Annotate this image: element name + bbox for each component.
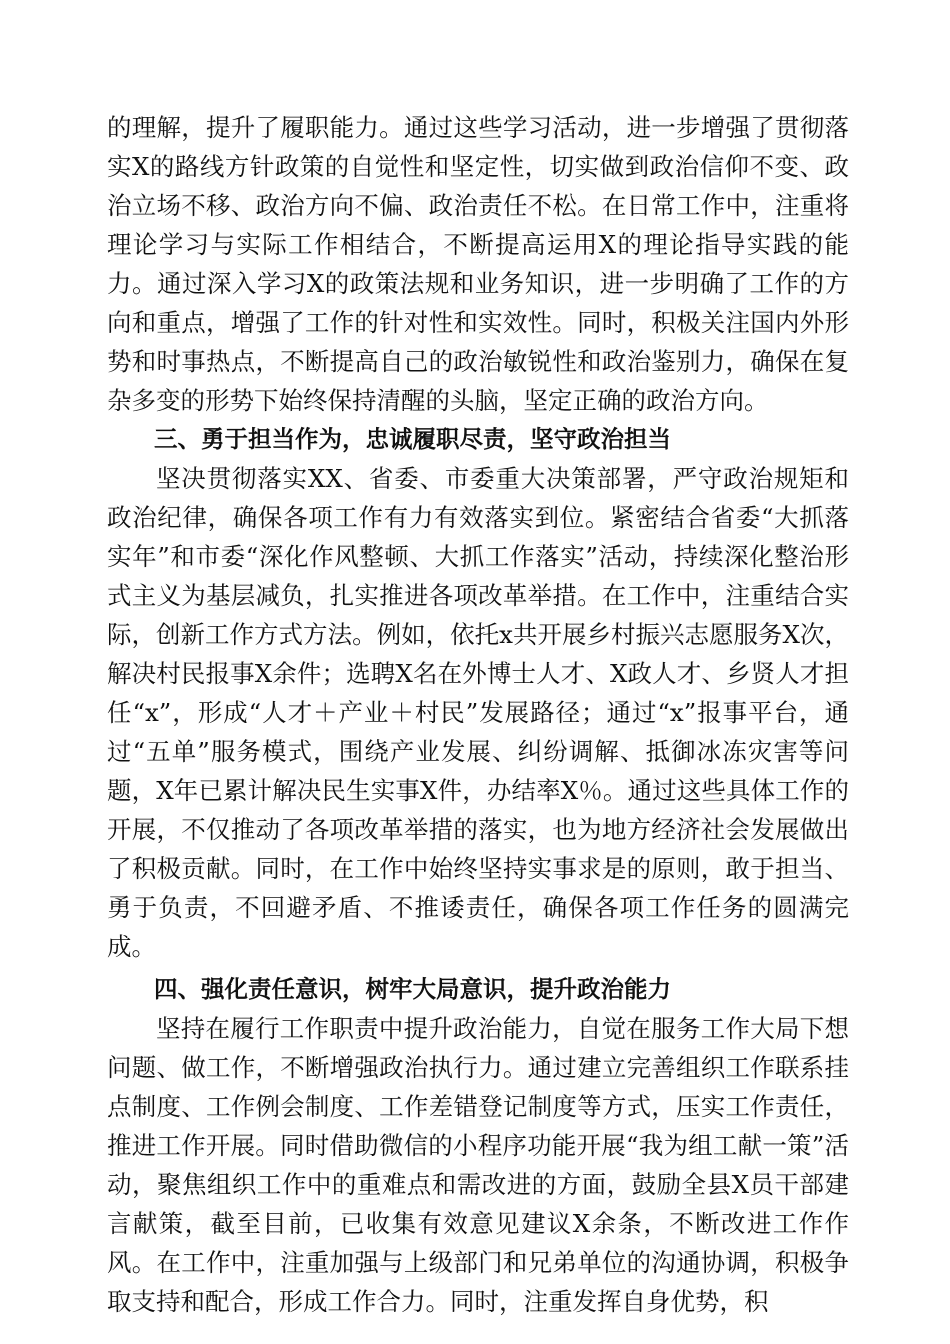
section-heading-3: 三、勇于担当作为，忠诚履职尽责，坚守政治担当 bbox=[154, 425, 671, 453]
paragraph-continued: 的理解，提升了履职能力。通过这些学习活动，进一步增强了贯彻落实X的路线方针政策的自觉性和坚定性，切实做到政治信仰不变、政治立场不移、政治方向不偏、政治责任不松。在日常工作中，注重将理论学习与实际工作相结合，不断提高运用X的理论指导实践的能力。通过深入学习X的政策法规和业务知识，进一步明确了工作的方向和重点，增强了工作的针对性和实效性。同时，积极关注国内外形势和时事热点，不断提高自己的政治敏锐性和政治鉴别力，确保在复杂多变的形势下始终保持清醒的头脑，坚定正确的政治方向。 bbox=[107, 113, 849, 415]
paragraph-section-3: 坚决贯彻落实XX、省委、市委重大决策部署，严守政治规矩和政治纪律，确保各项工作有力有效落实到位。紧密结合省委“大抓落实年”和市委“深化作风整顿、大抓工作落实”活动，持续深化整治形式主义为基层减负，扎实推进各项改革举措。在工作中，注重结合实际，创新工作方式方法。例如，依托x共开展乡村振兴志愿服务X次，解决村民报事X余件；选聘X名在外博士人才、X政人才、乡贤人才担任“x”，形成“人才＋产业＋村民”发展路径；通过“x”报事平台，通过“五单”服务模式，围绕产业发展、纠纷调解、抵御冰冻灾害等问题，X年已累计解决民生实事X件，办结率X％。通过这些具体工作的开展，不仅推动了各项改革举措的落实，也为地方经济社会发展做出了积极贡献。同时，在工作中始终坚持实事求是的原则，敢于担当、勇于负责，不回避矛盾、不推诿责任，确保各项工作任务的圆满完成。 bbox=[107, 464, 849, 961]
document-page bbox=[107, 108, 849, 1321]
paragraph-section-4: 坚持在履行工作职责中提升政治能力，自觉在服务工作大局下想问题、做工作，不断增强政治执行力。通过建立完善组织工作联系挂点制度、工作例会制度、工作差错登记制度等方式，压实工作责任，推进工作开展。同时借助微信的小程序功能开展“我为组工献一策”活动，聚焦组织工作中的重难点和需改进的方面，鼓励全县X员干部建言献策，截至目前，已收集有效意见建议X余条，不断改进工作作风。在工作中，注重加强与上级部门和兄弟单位的沟通协调，积极争取支持和配合，形成工作合力。同时，注重发挥自身优势，积 bbox=[107, 1014, 849, 1316]
section-heading-4: 四、强化责任意识，树牢大局意识，提升政治能力 bbox=[154, 975, 671, 1003]
